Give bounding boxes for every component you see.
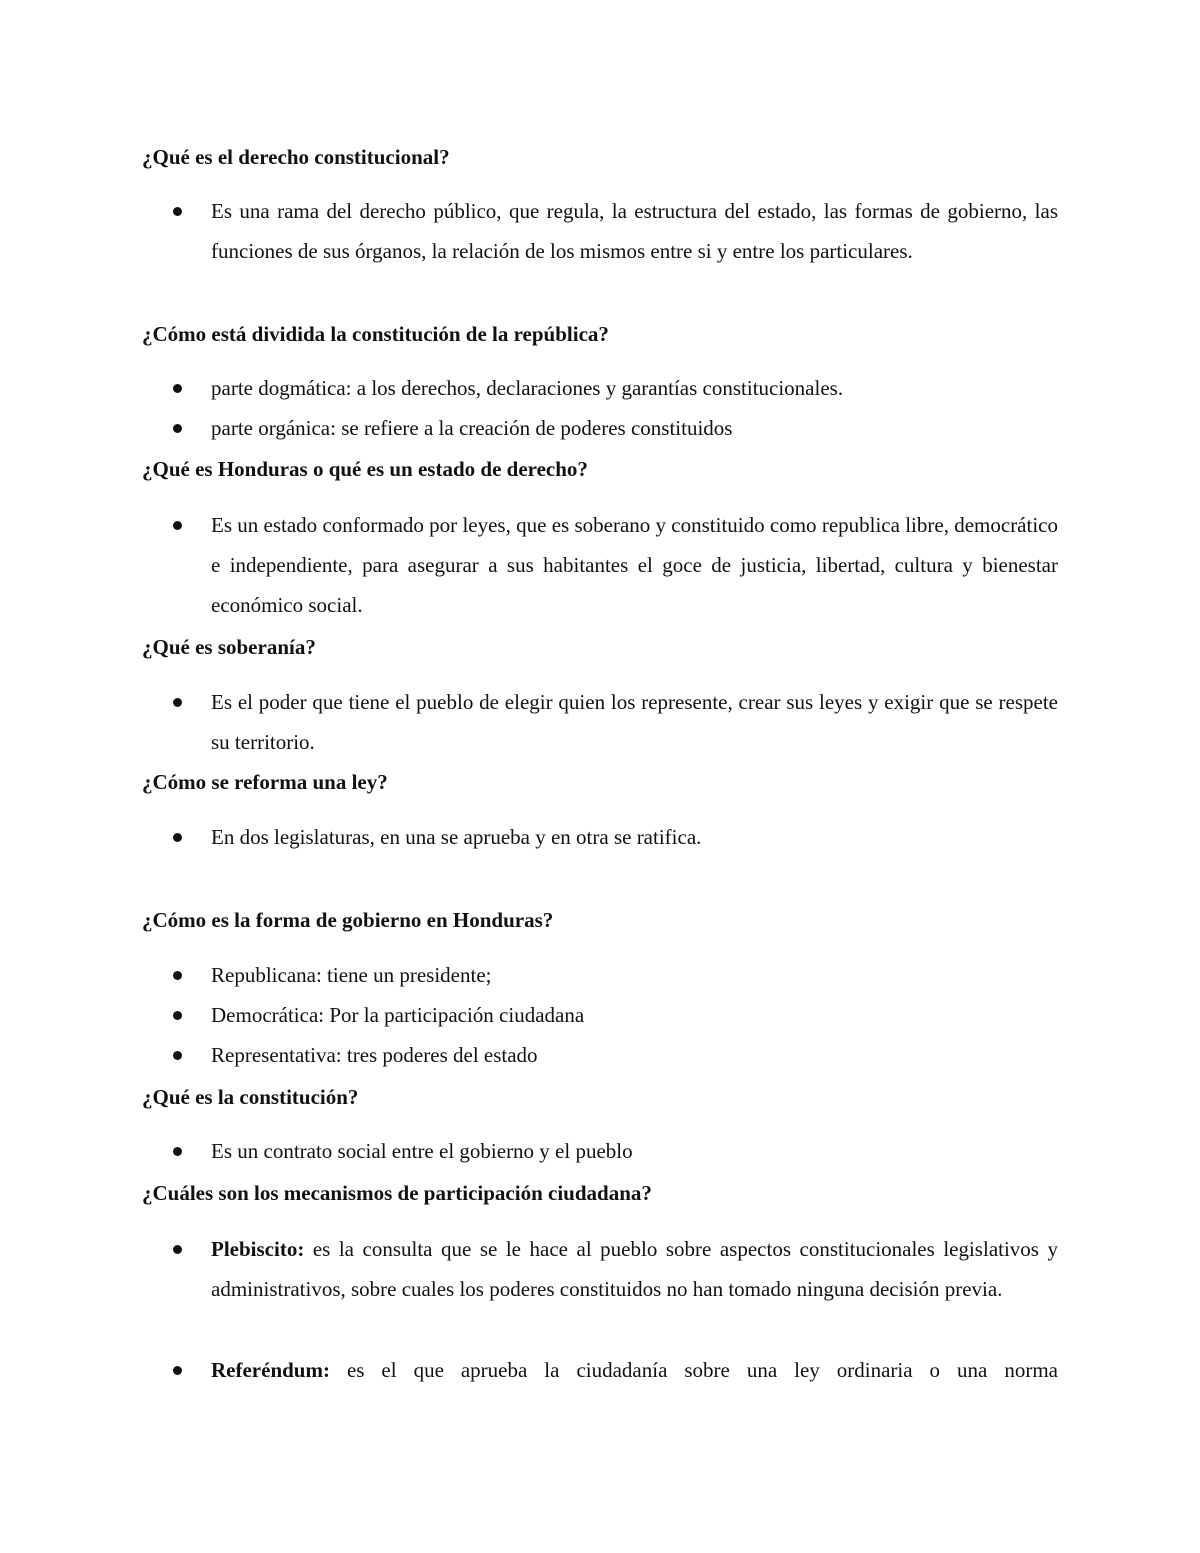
term-label: Plebiscito: [211,1237,305,1261]
answer-item [211,995,1058,1035]
question-heading: ¿Qué es la constitución? [142,1085,359,1109]
answer-item [211,817,1058,857]
answer-item [211,1131,1058,1171]
answer-item [211,955,1058,995]
answer-item [211,505,1058,625]
answer-text: es la consulta que se le hace al pueblo sobre aspectos constitucionales legislativos y administrativos, sobre cuales los poderes constituidos no han tomado ninguna decisión previa. [211,1237,1058,1301]
question-heading: ¿Cuáles son los mecanismos de participación ciudadana? [142,1181,652,1205]
bullet-icon [173,1147,182,1156]
bullet-icon [173,1245,182,1254]
answer-text: Es una rama del derecho público, que regula, la estructura del estado, las formas de gobierno, las funciones de sus órganos, la relación de los mismos entre si y entre los particulares. [211,199,1058,263]
question-heading: ¿Qué es el derecho constitucional? [142,145,450,169]
answer-text: parte orgánica: se refiere a la creación de poderes constituidos [211,416,733,440]
answer-text: Es un contrato social entre el gobierno y el pueblo [211,1139,633,1163]
bullet-icon [173,971,182,980]
answer-item [211,682,1058,762]
question-heading: ¿Qué es Honduras o qué es un estado de derecho? [142,457,588,481]
answer-text: Representativa: tres poderes del estado [211,1043,538,1067]
answer-item [211,191,1058,271]
bullet-icon [173,424,182,433]
answer-text: Democrática: Por la participación ciudadana [211,1003,585,1027]
bullet-icon [173,1366,182,1375]
bullet-icon [173,384,182,393]
question-heading: ¿Cómo se reforma una ley? [142,770,388,794]
answer-text: Es un estado conformado por leyes, que es soberano y constituido como republica libre, democrático e independiente, para asegurar a sus habitantes el goce de justicia, libertad, cultura y bienestar económico social. [211,513,1058,617]
answer-text: es el que aprueba la ciudadanía sobre una ley ordinaria o una norma [329,1358,1058,1382]
question-heading: ¿Qué es soberanía? [142,635,316,659]
bullet-icon [173,1051,182,1060]
answer-text: Republicana: tiene un presidente; [211,963,492,987]
term-label: Referéndum: [211,1358,330,1382]
question-heading: ¿Cómo está dividida la constitución de la república? [142,322,609,346]
answer-text: En dos legislaturas, en una se aprueba y en otra se ratifica. [211,825,702,849]
answer-text: parte dogmática: a los derechos, declaraciones y garantías constitucionales. [211,376,844,400]
answer-text: Es el poder que tiene el pueblo de elegir quien los represente, crear sus leyes y exigir que se respete su territorio. [211,690,1058,754]
bullet-icon [173,1011,182,1020]
answer-item [211,1350,1058,1390]
answer-item [211,408,1058,448]
bullet-icon [173,207,182,216]
question-heading: ¿Cómo es la forma de gobierno en Honduras? [142,908,554,932]
bullet-icon [173,521,182,530]
bullet-icon [173,833,182,842]
answer-item [211,1035,1058,1075]
answer-item [211,368,1058,408]
bullet-icon [173,698,182,707]
answer-item [211,1229,1058,1309]
